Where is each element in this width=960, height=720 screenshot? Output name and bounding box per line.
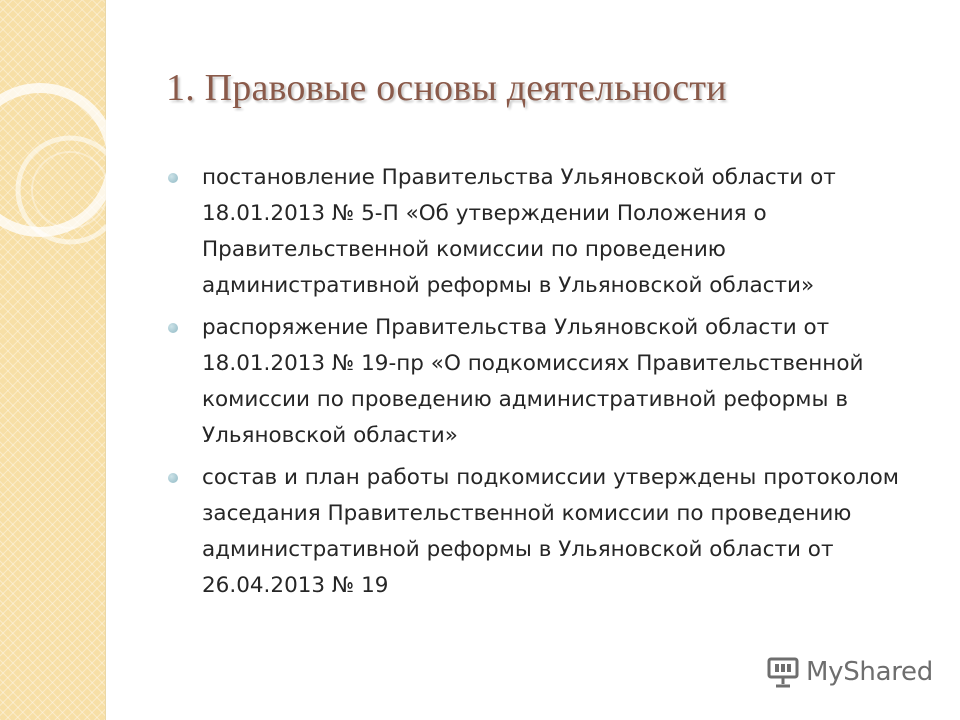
bullet-icon (168, 323, 178, 333)
watermark-text: MyShared (806, 657, 933, 687)
projector-screen-icon (766, 656, 800, 688)
watermark (766, 652, 933, 692)
bullet-text: распоряжение Правительства Ульяновской области от 18.01.2013 № 19-пр «О подкомиссиях Правительственной комиссии по проведению административной реформы в Ульяновской области» (202, 315, 864, 448)
bullet-list (168, 160, 928, 610)
bullet-icon (168, 473, 178, 483)
bullet-text: постановление Правительства Ульяновской области от 18.01.2013 № 5-П «Об утверждении Положения о Правительственной комиссии по проведению административной реформы в Ульяновской области» (202, 165, 836, 298)
list-item (168, 460, 928, 604)
list-item (168, 160, 928, 304)
bullet-icon (168, 173, 178, 183)
bullet-text: состав и план работы подкомиссии утверждены протоколом заседания Правительственной комиссии по проведению административной реформы в Ульяновской области от 26.04.2013 № 19 (202, 465, 899, 598)
list-item (168, 310, 928, 454)
decorative-circles (0, 0, 140, 320)
slide-title: 1. Правовые основы деятельности (166, 67, 727, 109)
